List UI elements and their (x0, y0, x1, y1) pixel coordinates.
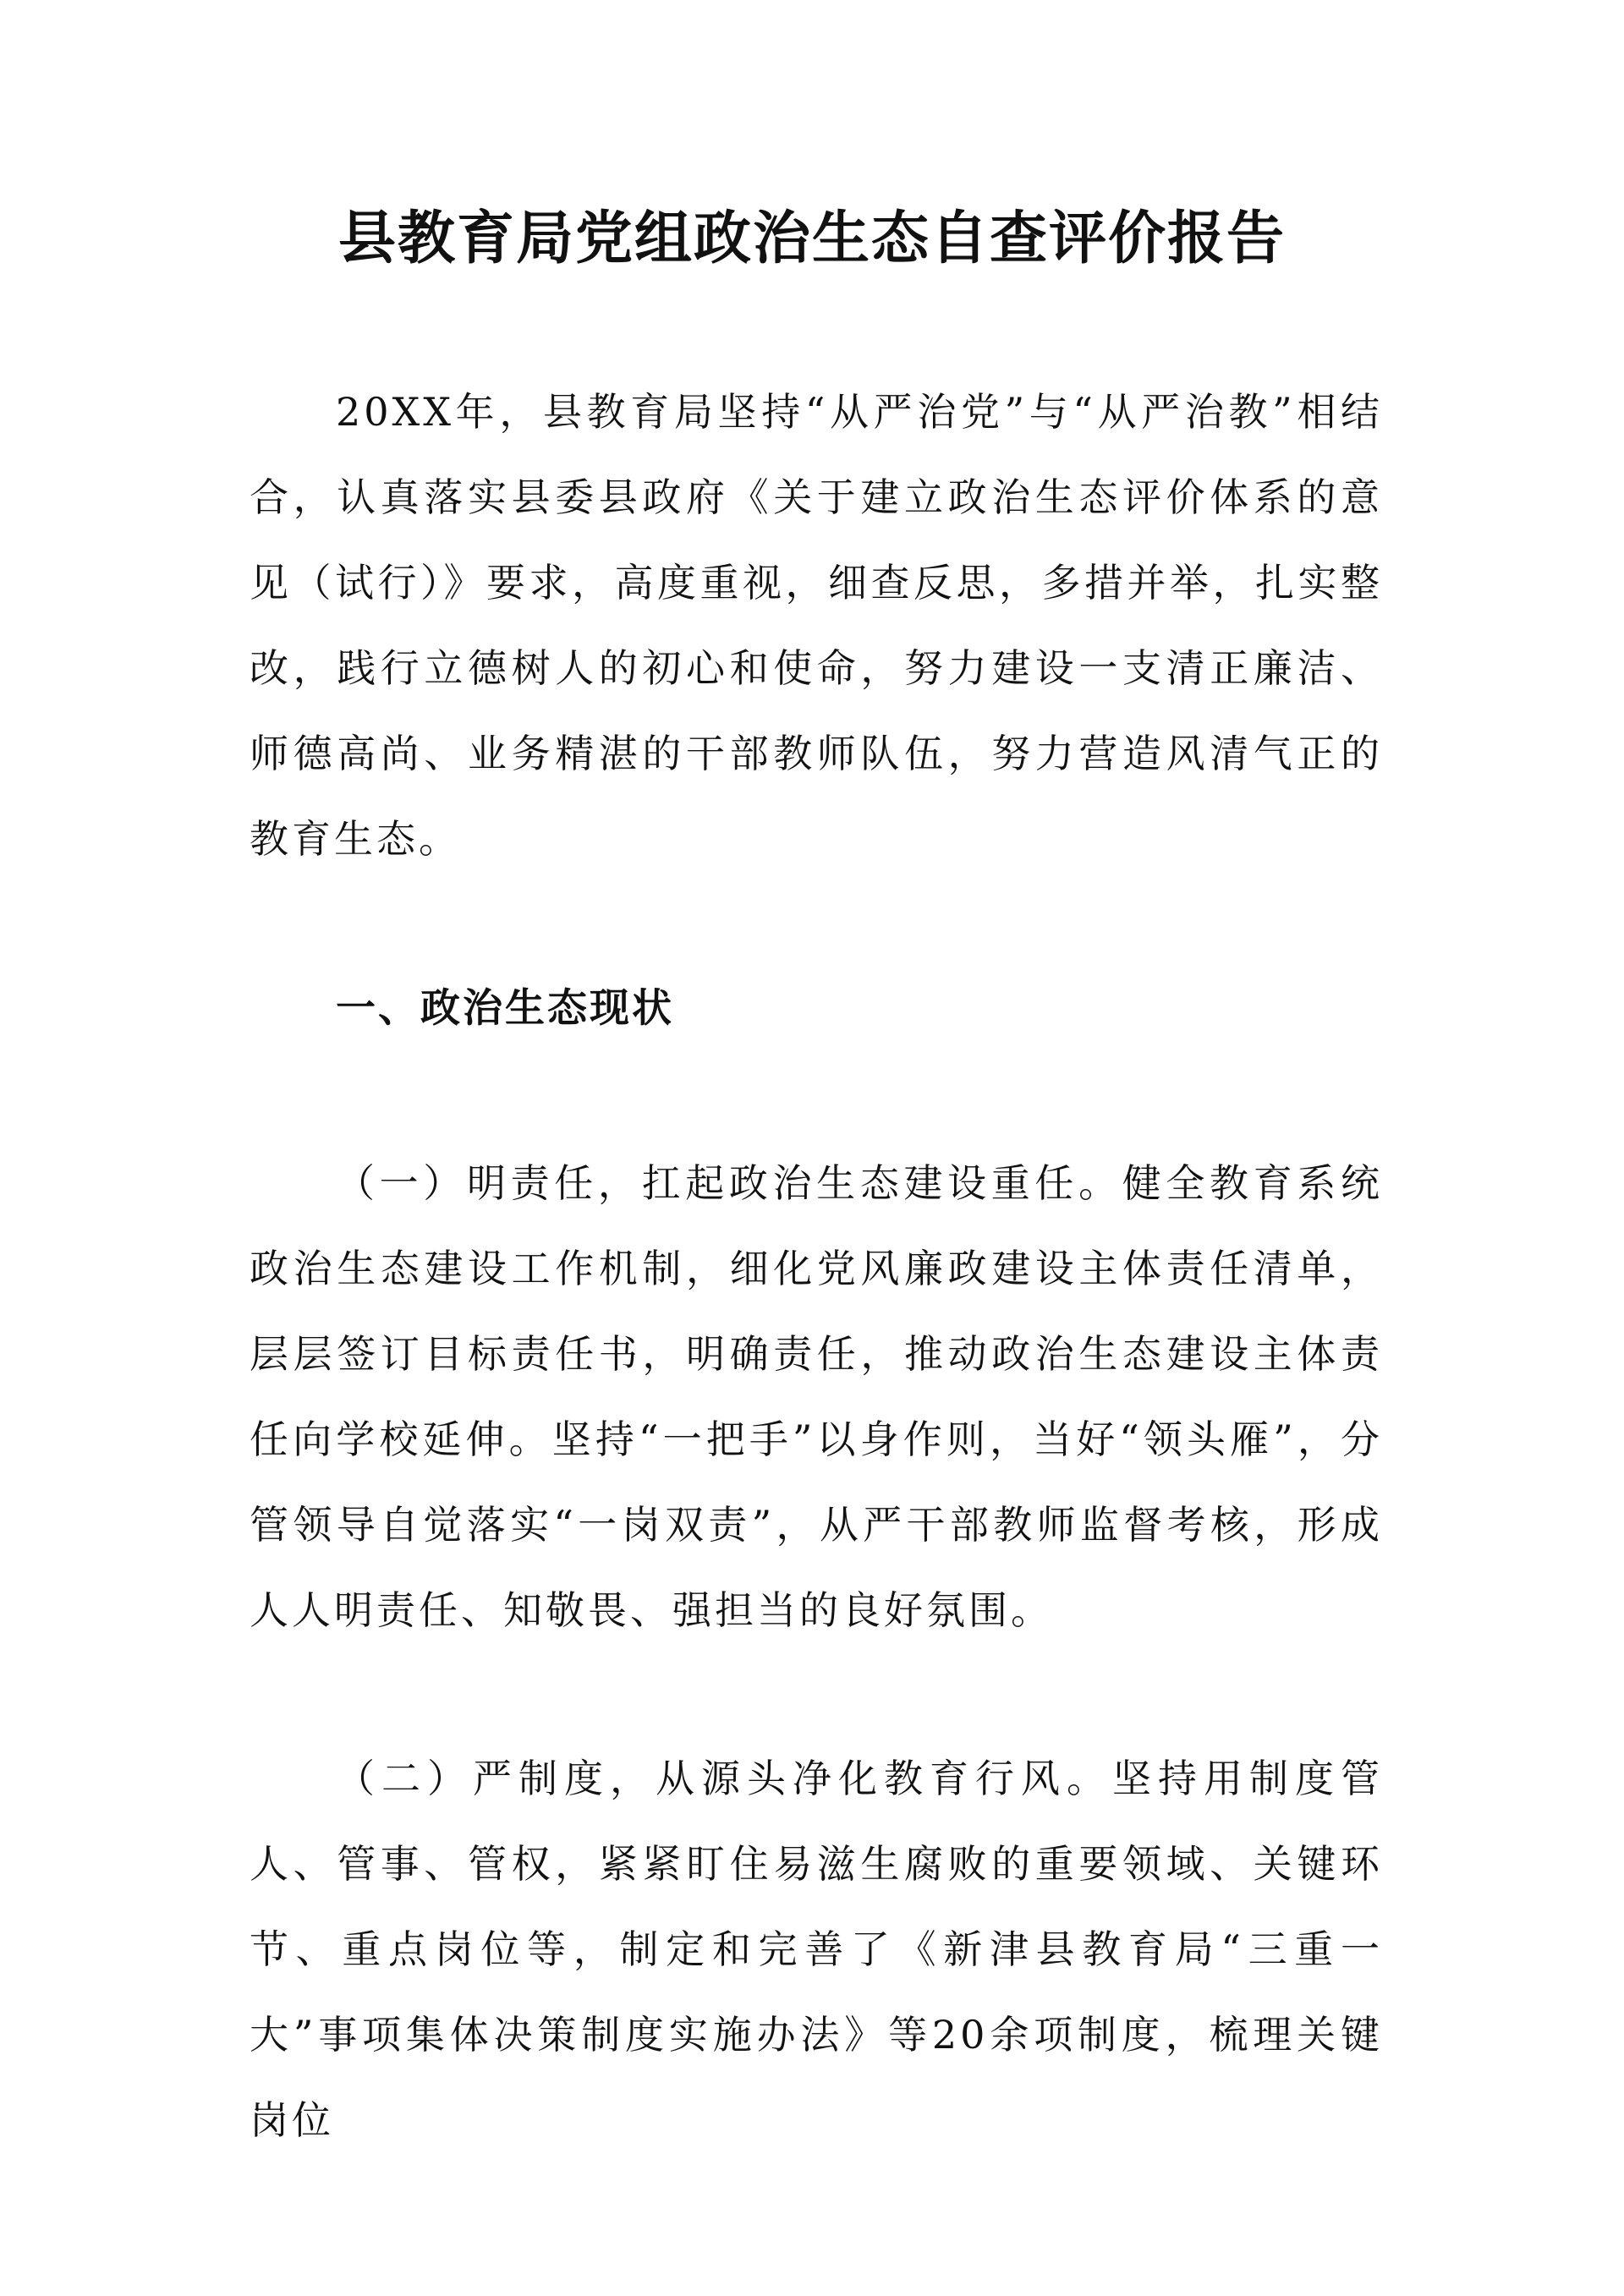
document-title: 县教育局党组政治生态自查评价报告 (337, 205, 1286, 272)
section-heading: 一、政治生态现状 (336, 985, 674, 1032)
body-paragraph-institutions: （二）严制度，从源头净化教育行风。坚持用制度管人、管事、管权，紧紧盯住易滋生腐败的重要领域、关键环节、重点岗位等，制定和完善了《新津县教育局“三重一大”事项集体决策制度实施办法》等20余项制度，梳理关键岗位 (250, 1756, 1383, 2143)
intro-paragraph: 20XX年，县教育局坚持“从严治党”与“从严治教”相结合，认真落实县委县政府《关于建立政治生态评价体系的意见（试行）》要求，高度重视，细查反思，多措并举，扎实整改，践行立德树人的初心和使命，努力建设一支清正廉洁、师德高尚、业务精湛的干部教师队伍，努力营造风清气正的教育生态。 (250, 389, 1383, 862)
body-paragraph-responsibility: （一）明责任，扛起政治生态建设重任。健全教育系统政治生态建设工作机制，细化党风廉政建设主体责任清单，层层签订目标责任书，明确责任，推动政治生态建设主体责任向学校延伸。坚持“一把手”以身作则，当好“领头雁”，分管领导自觉落实“一岗双责”，从严干部教师监督考核，形成人人明责任、知敬畏、强担当的良好氛围。 (250, 1160, 1383, 1633)
